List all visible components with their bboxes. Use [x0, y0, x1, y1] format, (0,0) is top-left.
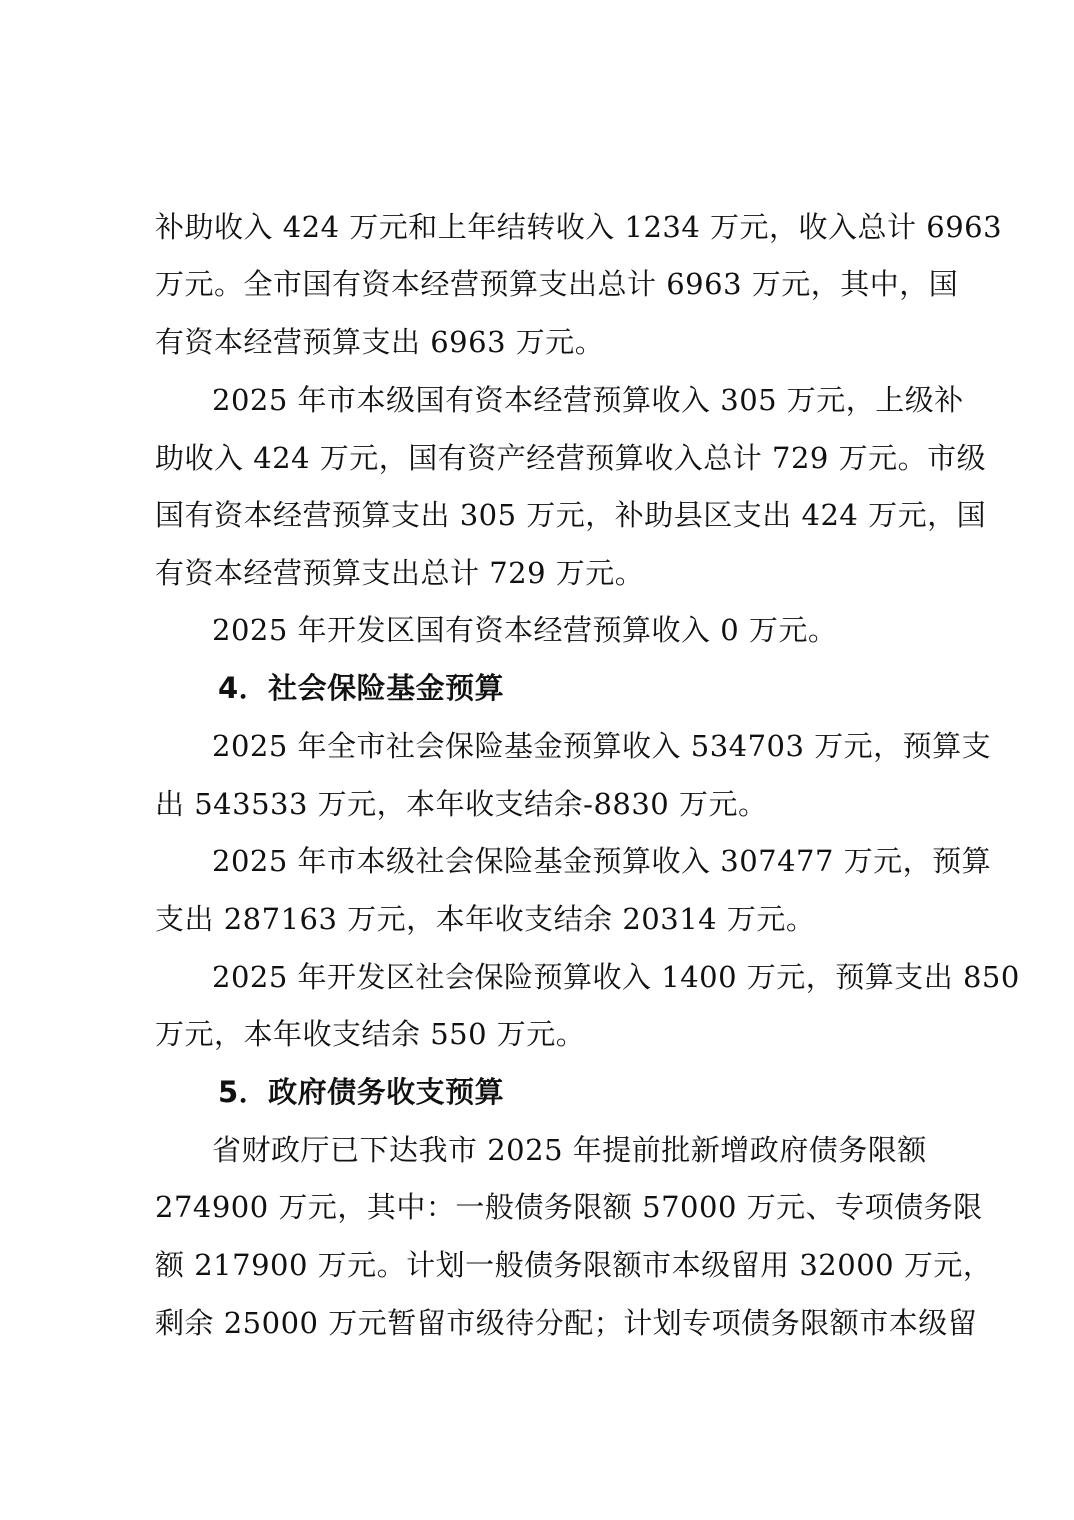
- section-heading-government-debt: 5．政府债务收支预算: [218, 1075, 505, 1109]
- text-line: 2025 年市本级国有资本经营预算收入 305 万元，上级补: [212, 383, 964, 417]
- text-line: 有资本经营预算支出总计 729 万元。: [155, 556, 645, 590]
- text-line: 有资本经营预算支出 6963 万元。: [155, 325, 605, 359]
- text-line: 2025 年开发区社会保险预算收入 1400 万元，预算支出 850: [212, 960, 1020, 994]
- text-line: 274900 万元，其中：一般债务限额 57000 万元、专项债务限: [155, 1190, 983, 1224]
- text-line: 省财政厅已下达我市 2025 年提前批新增政府债务限额: [212, 1133, 927, 1167]
- text-line: 万元。全市国有资本经营预算支出总计 6963 万元，其中，国: [155, 267, 959, 301]
- text-line: 2025 年开发区国有资本经营预算收入 0 万元。: [212, 613, 838, 647]
- text-line: 助收入 424 万元，国有资产经营预算收入总计 729 万元。市级: [155, 441, 987, 475]
- text-line: 2025 年全市社会保险基金预算收入 534703 万元，预算支: [212, 729, 992, 763]
- text-line: 剩余 25000 万元暂留市级待分配；计划专项债务限额市本级留: [155, 1306, 978, 1340]
- text-line: 支出 287163 万元，本年收支结余 20314 万元。: [155, 902, 816, 936]
- text-line: 国有资本经营预算支出 305 万元，补助县区支出 424 万元，国: [155, 498, 987, 532]
- text-line: 万元，本年收支结余 550 万元。: [155, 1017, 586, 1051]
- text-line: 出 543533 万元，本年收支结余-8830 万元。: [155, 787, 768, 821]
- text-line: 额 217900 万元。计划一般债务限额市本级留用 32000 万元，: [155, 1248, 993, 1282]
- text-line: 补助收入 424 万元和上年结转收入 1234 万元，收入总计 6963: [155, 210, 1003, 244]
- text-line: 2025 年市本级社会保险基金预算收入 307477 万元，预算: [212, 844, 992, 878]
- section-heading-social-insurance: 4．社会保险基金预算: [218, 671, 505, 705]
